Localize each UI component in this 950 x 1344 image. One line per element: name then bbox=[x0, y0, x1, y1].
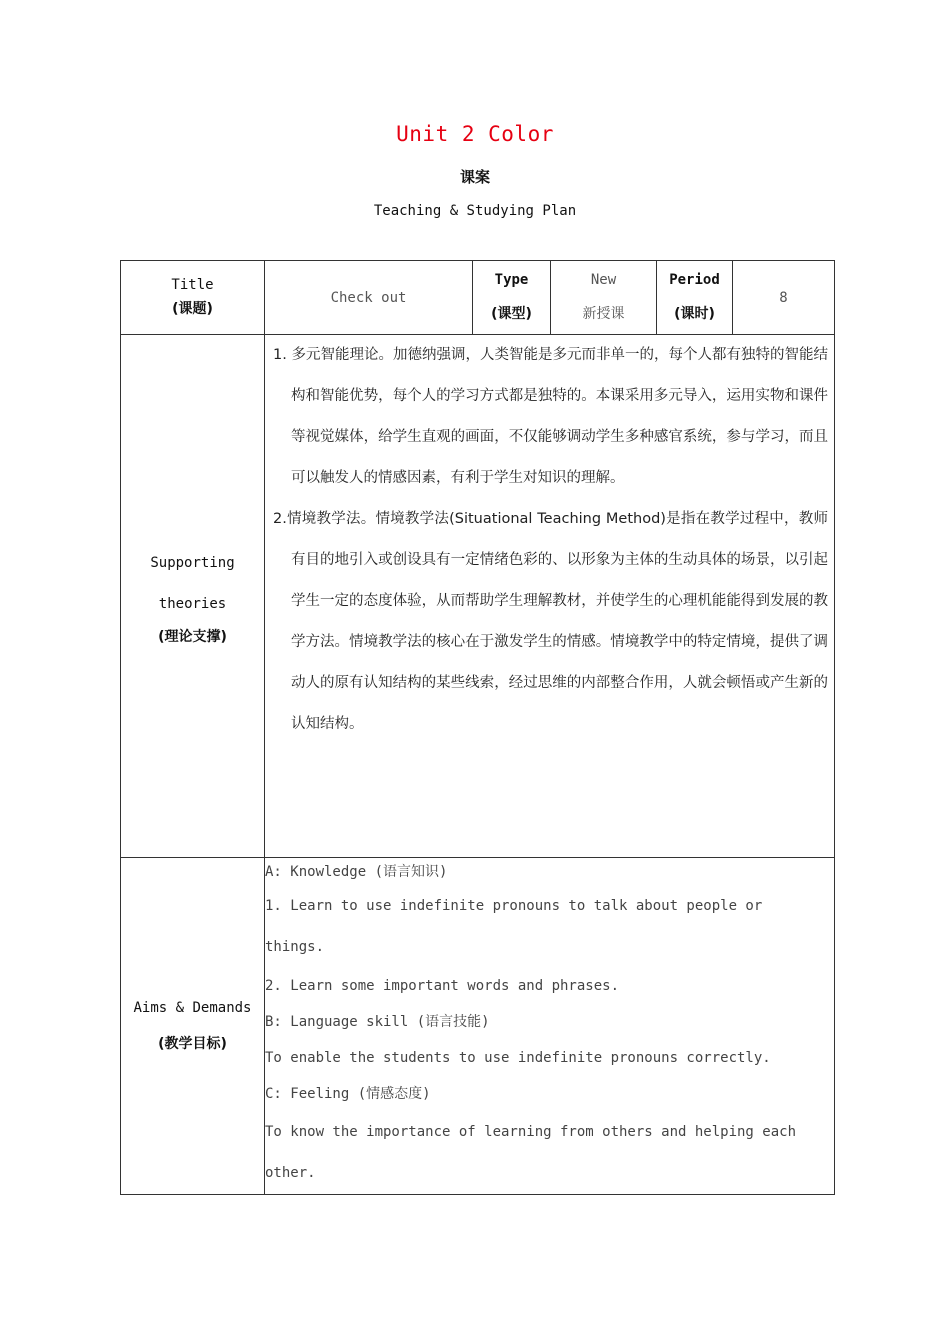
supporting-label-cell bbox=[121, 335, 265, 858]
document-subtitle-cn: 课案 bbox=[459, 168, 490, 186]
aims-knowledge-item-2: 2. Learn some important words and phrases. bbox=[265, 978, 620, 994]
table-row-supporting bbox=[121, 335, 835, 858]
theory-paragraph-1: 1. 多元智能理论。加德纳强调，人类智能是多元而非单一的，每个人都有独特的智能结构和智能优势，每个人的学习方式都是独特的。本课采用多元导入，运用实物和课件等视觉媒体，给学生直观的画面，不仅能够调动学生多种感官系统，参与学习，而且可以触发人的情感因素，有利于学生对知识的理解。 bbox=[273, 347, 828, 486]
type-value-cn: 新授课 bbox=[582, 305, 625, 322]
aims-skill-item-1: To enable the students to use indefinite pronouns correctly. bbox=[265, 1050, 771, 1066]
aims-knowledge-item-1: 1. Learn to use indefinite pronouns to talk about people or things. bbox=[265, 898, 763, 955]
period-label-cn: (课时) bbox=[674, 305, 715, 322]
table-row-aims bbox=[121, 858, 835, 1195]
type-label-en: Type bbox=[494, 271, 529, 288]
supporting-label-en-1: Supporting bbox=[150, 555, 235, 571]
supporting-content-cell bbox=[265, 335, 835, 858]
aims-knowledge-heading: A: Knowledge (语言知识) bbox=[265, 864, 448, 880]
type-label-cell bbox=[473, 261, 551, 335]
period-label-cell bbox=[657, 261, 733, 335]
type-value-en: New bbox=[590, 271, 617, 288]
period-label-en: Period bbox=[669, 271, 720, 288]
aims-label-cell bbox=[121, 858, 265, 1195]
document-title: Unit 2 Color bbox=[396, 122, 554, 146]
title-value-cell bbox=[265, 261, 473, 335]
aims-label-en: Aims & Demands bbox=[133, 1000, 252, 1016]
title-label-cell bbox=[121, 261, 265, 335]
title-label-en: Title bbox=[171, 276, 214, 293]
aims-label-cn: (教学目标) bbox=[158, 1036, 227, 1052]
theory-paragraph-2: 2.情境教学法。情境教学法(Situational Teaching Method)是指在教学过程中，教师有目的地引入或创设具有一定情绪色彩的、以形象为主体的生动具体的场景，以引起学生一定的态度体验，从而帮助学生理解教材，并使学生的心理机能能得到发展的教学方法。情境教学法的核心在于激发学生的情感。情境教学中的特定情境，提供了调动人的原有认知结构的某些线索，经过思维的内部整合作用，人就会顿悟或产生新的认知结构。 bbox=[273, 511, 828, 732]
type-label-cn: (课型) bbox=[491, 305, 532, 322]
supporting-label-en-2: theories bbox=[158, 596, 227, 612]
aims-feeling-heading: C: Feeling (情感态度) bbox=[265, 1086, 431, 1102]
document-subtitle-en: Teaching & Studying Plan bbox=[373, 203, 577, 219]
aims-feeling-item-1: To know the importance of learning from others and helping each other. bbox=[265, 1124, 797, 1181]
table-row-title bbox=[121, 261, 835, 335]
aims-skill-heading: B: Language skill (语言技能) bbox=[265, 1014, 490, 1030]
period-value-cell bbox=[733, 261, 835, 335]
title-label-cn: (课题) bbox=[172, 300, 213, 317]
title-value: Check out bbox=[330, 289, 407, 306]
period-value: 8 bbox=[779, 289, 788, 306]
aims-content-cell bbox=[265, 858, 835, 1195]
supporting-label-cn: (理论支撑) bbox=[158, 629, 227, 645]
lesson-plan-table bbox=[120, 260, 835, 1195]
type-value-cell bbox=[551, 261, 657, 335]
